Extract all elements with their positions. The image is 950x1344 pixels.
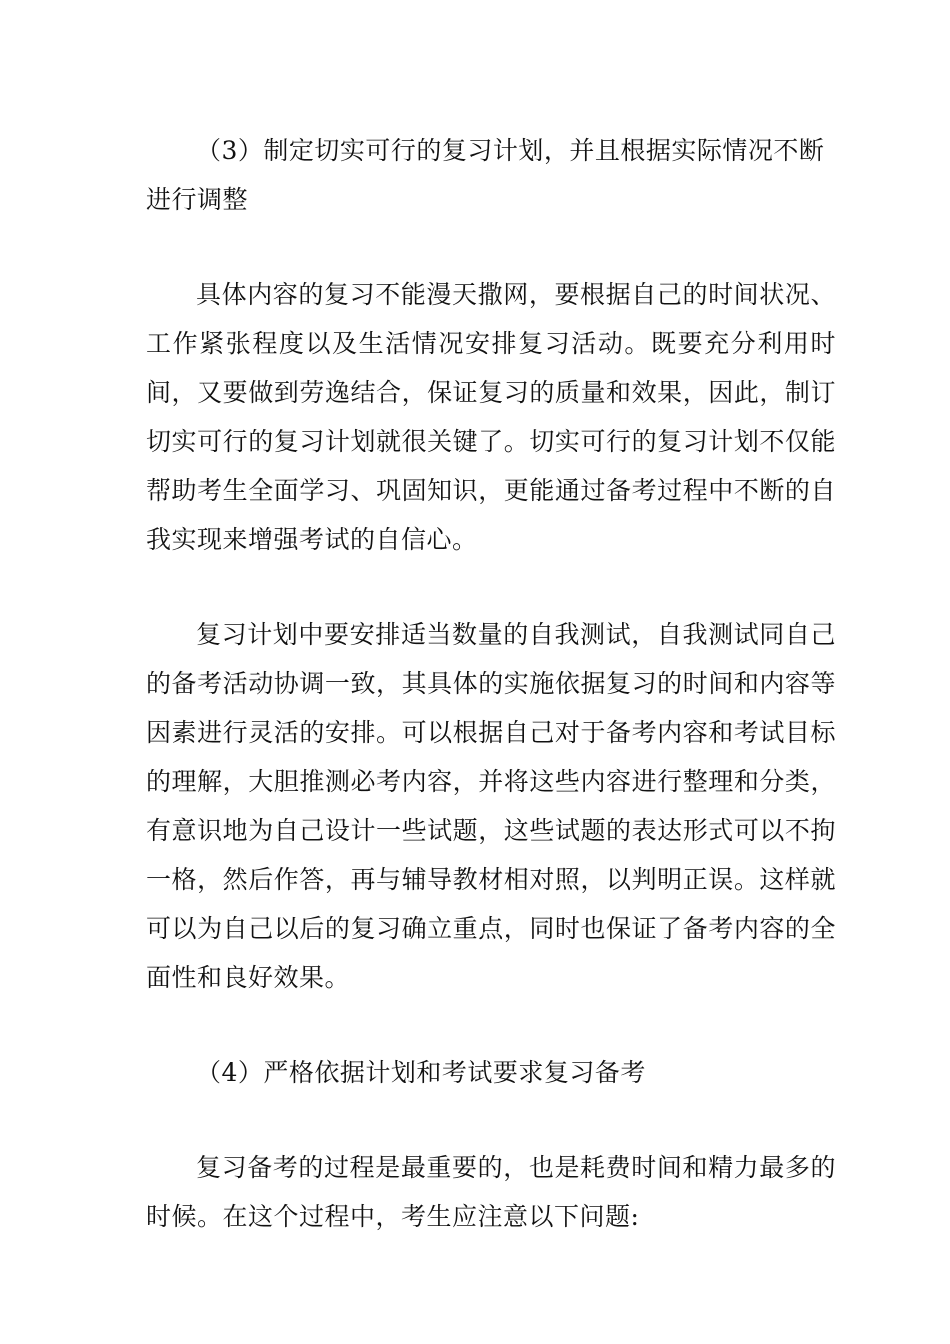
section-heading-4: （4）严格依据计划和考试要求复习备考 <box>196 1058 646 1087</box>
document-body <box>146 126 836 1241</box>
body-paragraph-1: 具体内容的复习不能漫天撒网，要根据自己的时间状况、工作紧张程度以及生活情况安排复习活动。既要充分利用时间，又要做到劳逸结合，保证复习的质量和效果，因此，制订切实可行的复习计划就很关键了。切实可行的复习计划不仅能帮助考生全面学习、巩固知识，更能通过备考过程中不断的自我实现来增强考试的自信心。 <box>146 280 836 554</box>
body-paragraph-3: 复习备考的过程是最重要的，也是耗费时间和精力最多的时候。在这个过程中，考生应注意以下问题: <box>146 1153 836 1231</box>
section-heading-3: （3）制定切实可行的复习计划，并且根据实际情况不断进行调整 <box>146 136 825 214</box>
body-paragraph-2: 复习计划中要安排适当数量的自我测试，自我测试同自己的备考活动协调一致，其具体的实施依据复习的时间和内容等因素进行灵活的安排。可以根据自己对于备考内容和考试目标的理解，大胆推测必考内容，并将这些内容进行整理和分类，有意识地为自己设计一些试题，这些试题的表达形式可以不拘一格，然后作答，再与辅导教材相对照，以判明正误。这样就可以为自己以后的复习确立重点，同时也保证了备考内容的全面性和良好效果。 <box>146 620 836 992</box>
